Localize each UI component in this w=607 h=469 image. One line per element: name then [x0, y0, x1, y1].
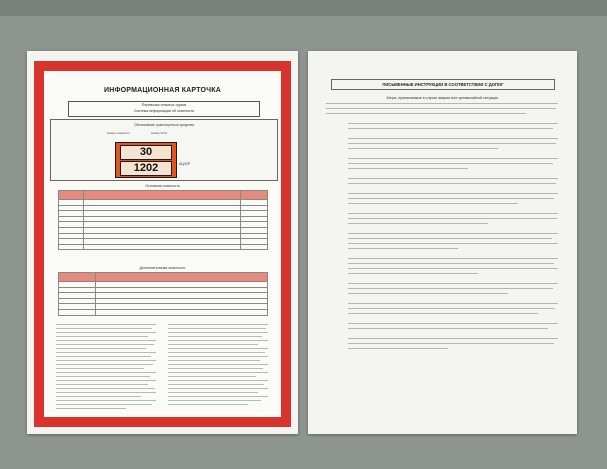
instructions-title: ПИСЬМЕННЫЕ ИНСТРУКЦИИ В СООТВЕТСТВИИ С ДОПОГ [331, 79, 555, 90]
basic-hazard-table [58, 190, 268, 250]
information-card-sheet [27, 51, 298, 434]
card-title: ИНФОРМАЦИОННАЯ КАРТОЧКА [104, 87, 221, 94]
hazard-number: 30 [120, 145, 172, 160]
placard-right-label: Номер ООН [151, 131, 167, 135]
instructions-subtitle: Меры, принимаемые в случае аварии или чрезвычайной ситуации [386, 96, 499, 100]
placard-side-text: АЦ/DP [179, 162, 191, 166]
section-additional-heading: Дополнительная опасность [139, 266, 186, 270]
section-basic-heading: Основная опасность [145, 184, 180, 188]
card-body [44, 71, 281, 417]
wall-strip [0, 0, 607, 16]
placard-caption: Обозначение транспортного средства [134, 123, 194, 127]
written-instructions-sheet [308, 51, 577, 434]
transport-line-1: Перевозка опасных грузов [141, 103, 187, 107]
placard-left-label: Номер опасности [107, 131, 130, 135]
red-border-frame [34, 61, 291, 427]
orange-hazard-placard [115, 142, 177, 178]
transport-box [68, 101, 260, 117]
placard-area [50, 119, 278, 181]
additional-hazard-table [58, 272, 268, 316]
transport-line-2: Система информации об опасности [133, 109, 195, 113]
un-number: 1202 [120, 161, 172, 176]
